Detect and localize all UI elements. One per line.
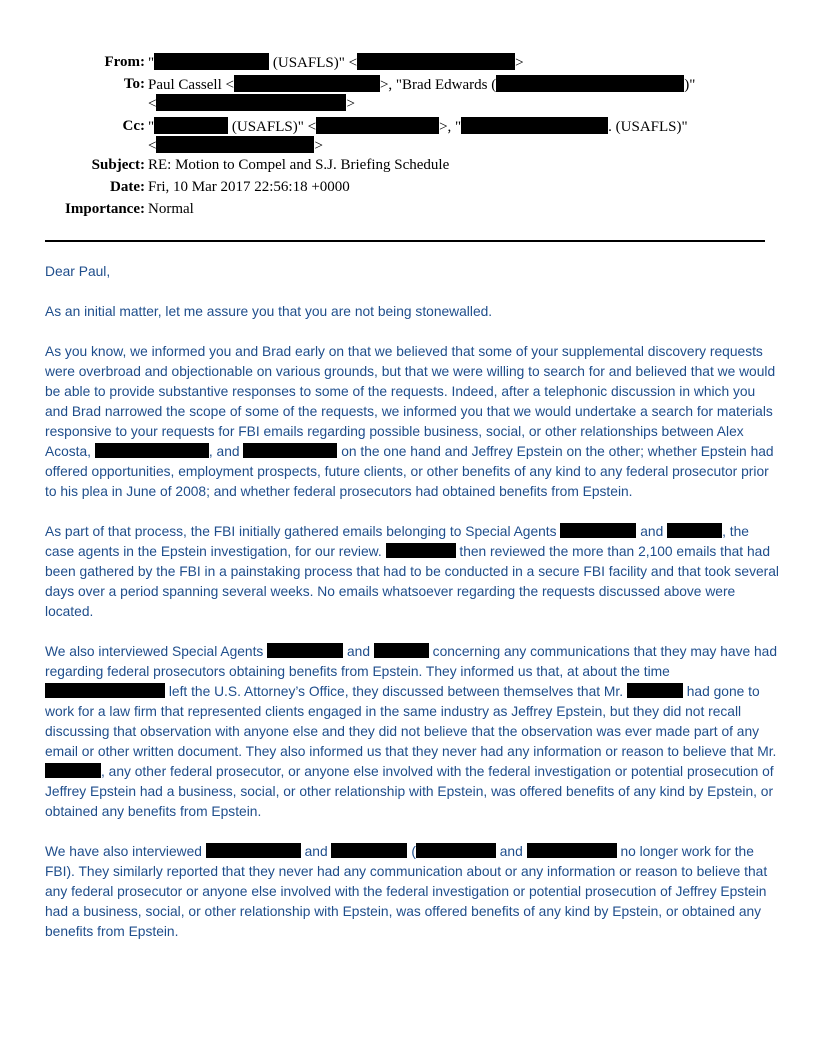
- paragraph-3: As part of that process, the FBI initially gathered emails belonging to Special Agents and , the case agents in the Epstein investigation, for our review. then reviewed the more than 2,100 emails that had been gathered by the FBI in a painstaking process that had to be conducted in a secure FBI facility and that took several days over a period spanning several weeks. No emails whatsoever regarding the requests discussed above were located.: [45, 524, 779, 619]
- to-label: To:: [123, 76, 145, 92]
- importance-value: Normal: [148, 201, 194, 217]
- redaction: [154, 53, 269, 70]
- date-label: Date:: [110, 179, 145, 195]
- importance-label: Importance:: [65, 201, 145, 217]
- redaction: [667, 523, 722, 538]
- paragraph-4: We also interviewed Special Agents and concerning any communications that they may have had regarding federal prosecutors obtaining benefits from Epstein. They informed us that, at about the time left the U.S. Attorney’s Office, they discussed between themselves that Mr. had gone to work for a law firm that represented clients engaged in the same industry as Jeffrey Epstein, but they did not recall discussing that observation with anyone else and they did not believe that the observation was ever made part of any email or other written document. They also informed us that they never had any information or reason to believe that Mr. , any other federal prosecutor, or anyone else involved with the federal investigation or potential prosecution of Jeffrey Epstein had a business, social, or other relationship with Epstein, was offered benefits of any kind by Epstein, or obtained any benefits from Epstein.: [45, 644, 778, 819]
- redaction: [316, 117, 439, 134]
- header-divider: [45, 240, 765, 242]
- cc-label: Cc:: [122, 118, 145, 134]
- subject-value: RE: Motion to Compel and S.J. Briefing Schedule: [148, 157, 450, 173]
- redaction: [560, 523, 636, 538]
- redaction: [496, 75, 684, 92]
- paragraph-2: As you know, we informed you and Brad early on that we believed that some of your supplemental discovery requests were overbroad and objectionable on various grounds, but that we were willing to search for and believed that we would be able to provide substantive responses to some of the requests. Indeed, after a telephonic discussion in which you and Brad narrowed the scope of some of the requests, we informed you that we would undertake a search for materials responsive to your requests for FBI emails regarding possible business, social, or other relationships between Alex Acosta, , and on the one hand and Jeffrey Epstein on the other; whether Epstein had offered opportunities, employment prospects, future clients, or other benefits of any kind to any federal prosecutor prior to his plea in June of 2008; and whether federal prosecutors had obtained benefits from Epstein.: [45, 344, 776, 499]
- to-value: Paul Cassell < >, "Brad Edwards ( )": [148, 77, 696, 93]
- redaction: [461, 117, 608, 134]
- redaction: [357, 53, 515, 70]
- email-body: [45, 262, 780, 962]
- redaction: [267, 643, 343, 658]
- redaction: [95, 443, 209, 458]
- redaction: [243, 443, 337, 458]
- greeting: Dear Paul,: [45, 264, 111, 279]
- redaction: [386, 543, 456, 558]
- paragraph-5: We have also interviewed and ( and no longer work for the FBI). They similarly reported that they never had any communication about or any information or reason to believe that any federal prosecutor or anyone else involved with the federal investigation or potential prosecution of Jeffrey Epstein had a business, social, or other relationship with Epstein, was offered benefits of any kind by Epstein, or obtained any benefits from Epstein.: [45, 844, 768, 939]
- redaction: [45, 763, 101, 778]
- paragraph-1: As an initial matter, let me assure you that you are not being stonewalled.: [45, 304, 493, 319]
- redaction: [234, 75, 380, 92]
- redaction: [156, 94, 346, 111]
- from-label: From:: [104, 54, 145, 70]
- date-value: Fri, 10 Mar 2017 22:56:18 +0000: [148, 179, 350, 195]
- redaction: [206, 843, 301, 858]
- redaction: [416, 843, 496, 858]
- redaction: [154, 117, 228, 134]
- redaction: [331, 843, 407, 858]
- redaction: [45, 683, 165, 698]
- redaction: [627, 683, 683, 698]
- redaction: [156, 136, 314, 153]
- from-value: " (USAFLS)" < >: [148, 55, 524, 71]
- cc-value: " (USAFLS)" < >, " . (USAFLS)": [148, 119, 688, 135]
- redaction: [527, 843, 617, 858]
- redaction: [374, 643, 429, 658]
- subject-label: Subject:: [91, 157, 145, 173]
